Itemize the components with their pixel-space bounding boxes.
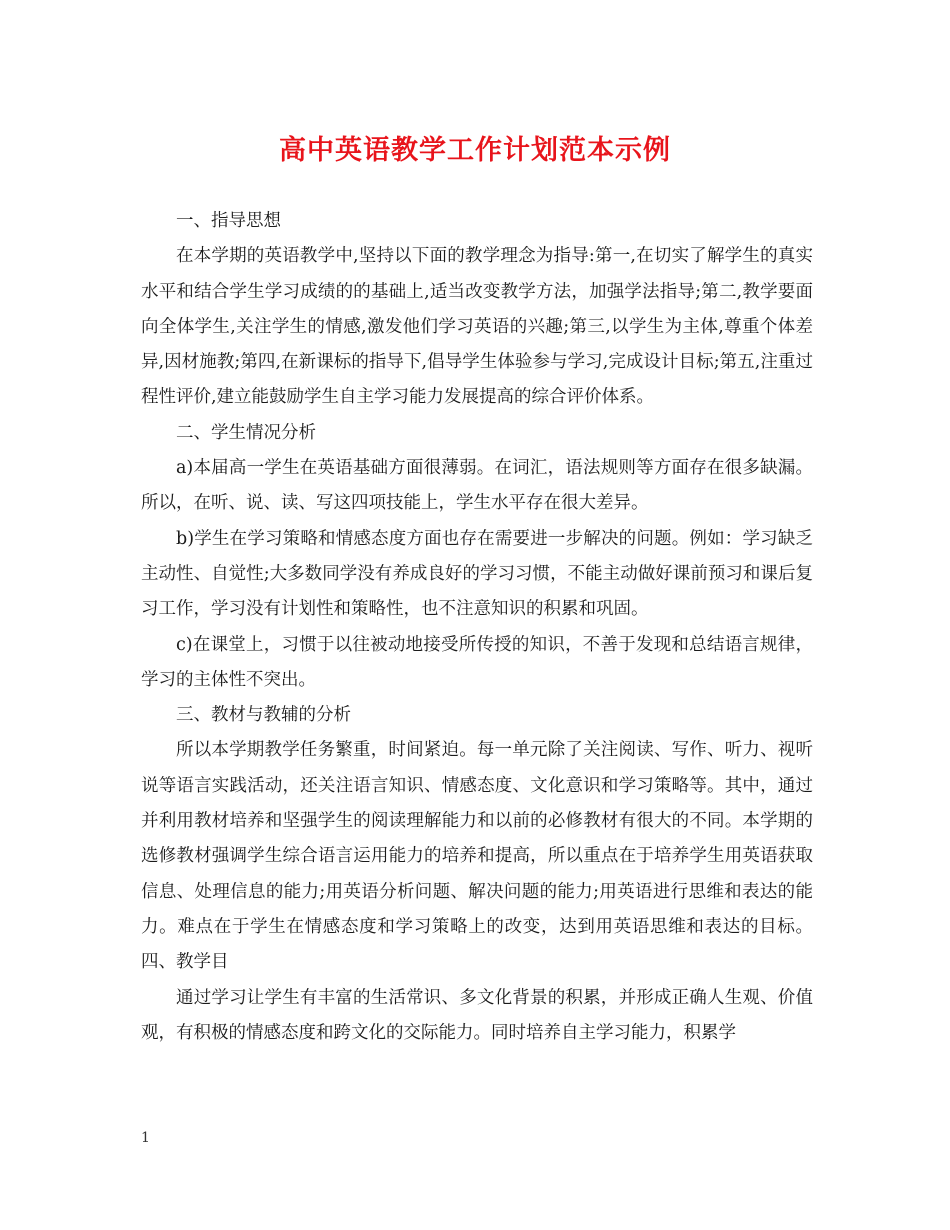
paragraph-student-analysis-b: b)学生在学习策略和情感态度方面也存在需要进一步解决的问题。例如：学习缺乏主动性、自觉性;大多数同学没有养成良好的学习习惯，不能主动做好课前预习和课后复习工作，学习没有计划性和策略性，也不注意知识的积累和巩固。 bbox=[141, 528, 813, 620]
section-heading-student-analysis: 二、学生情况分析 bbox=[176, 422, 316, 443]
paragraph-materials: 所以本学期教学任务繁重，时间紧迫。每一单元除了关注阅读、写作、听力、视听说等语言实践活动，还关注语言知识、情感态度、文化意识和学习策略等。其中，通过并利用教材培养和坚强学生的阅读理解能力和以前的必修教材有很大的不同。本学期的选修教材强调学生综合语言运用能力的培养和提高，所以重点在于培养学生用英语获取信息、处理信息的能力;用英语分析问题、解决问题的能力;用英语进行思维和表达的能力。难点在于学生在情感态度和学习策略上的改变，达到用英语思维和表达的目标。四、教学目 bbox=[141, 740, 813, 973]
page-number: 1 bbox=[141, 1130, 150, 1146]
section-heading-materials: 三、教材与教辅的分析 bbox=[176, 705, 351, 726]
paragraph-guiding-ideology: 在本学期的英语教学中,坚持以下面的教学理念为指导:第一,在切实了解学生的真实水平和结合学生学习成绩的的基础上,适当改变教学方法，加强学法指导;第二,教学要面向全体学生,关注学生的情感,激发他们学习英语的兴趣;第三,以学生为主体,尊重个体差异,因材施教;第四,在新课标的指导下,倡导学生体验参与学习,完成设计目标;第五,注重过程性评价,建立能鼓励学生自主学习能力发展提高的综合评价体系。 bbox=[141, 246, 813, 408]
page-title: 高中英语教学工作计划范本示例 bbox=[279, 135, 671, 166]
paragraph-teaching-goals: 通过学习让学生有丰富的生活常识、多文化背景的积累，并形成正确人生观、价值观，有积极的情感态度和跨文化的交际能力。同时培养自主学习能力，积累学 bbox=[141, 987, 813, 1043]
document-body bbox=[141, 204, 813, 1051]
paragraph-student-analysis-c: c)在课堂上，习惯于以往被动地接受所传授的知识，不善于发现和总结语言规律，学习的主体性不突出。 bbox=[141, 634, 813, 690]
section-heading-guiding-ideology: 一、指导思想 bbox=[176, 211, 281, 231]
paragraph-student-analysis-a: a)本届高一学生在英语基础方面很薄弱。在词汇，语法规则等方面存在很多缺漏。所以，在听、说、读、写这四项技能上，学生水平存在很大差异。 bbox=[141, 458, 813, 514]
